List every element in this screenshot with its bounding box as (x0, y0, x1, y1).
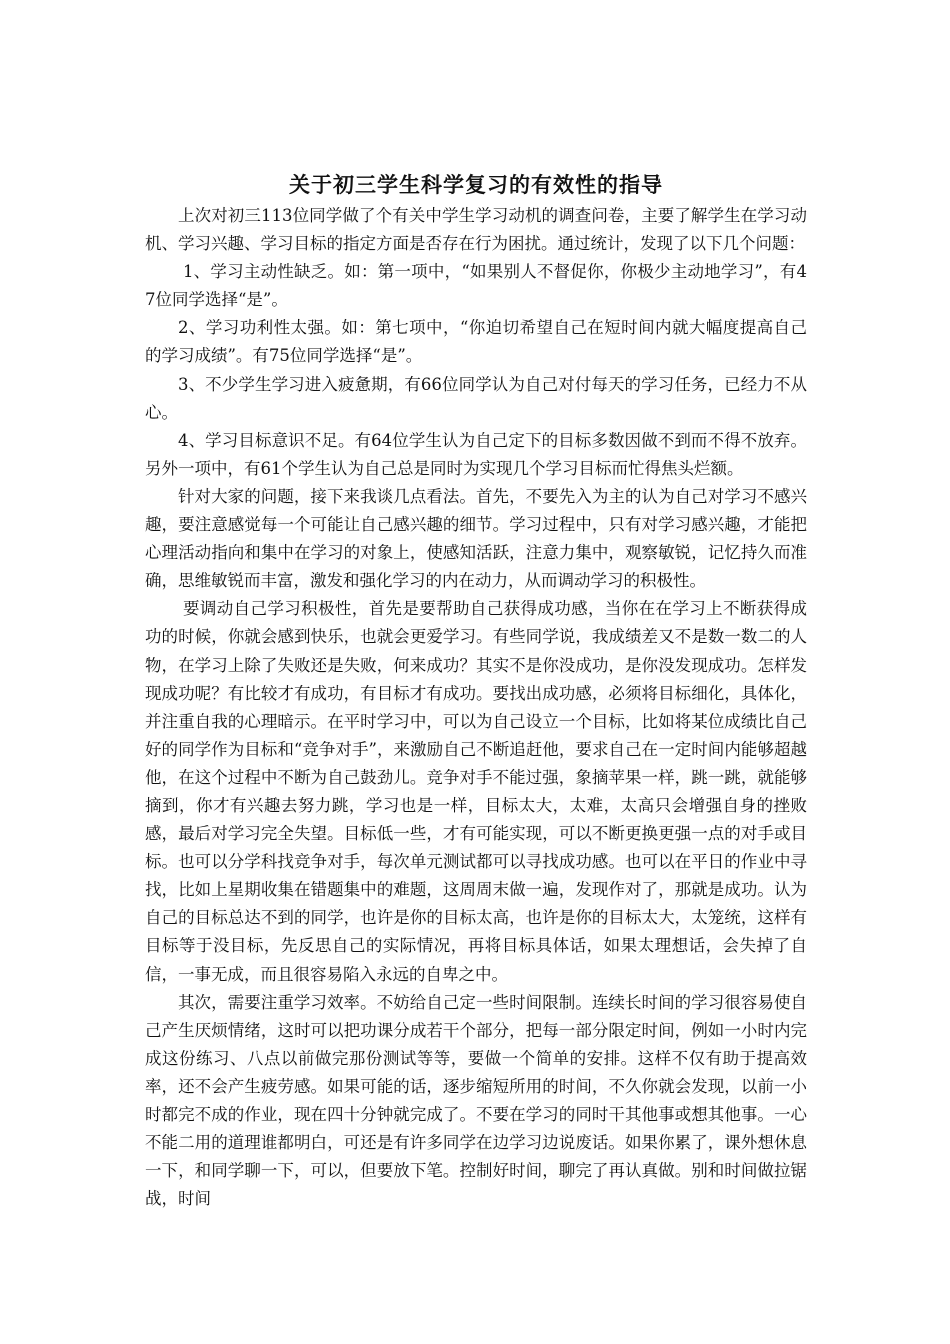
finding-paragraph-2: 2、学习功利性太强。如：第七项中，“你迫切希望自己在短时间内就大幅度提高自己的学习成绩”。有75位同学选择“是”。 (145, 318, 807, 366)
finding-paragraph-1: 1、学习主动性缺乏。如：第一项中，“如果别人不督促你，你极少主动地学习”，有47位同学选择“是”。 (145, 262, 807, 310)
document-body (145, 170, 807, 1213)
intro-paragraph: 上次对初三113位同学做了个有关中学生学习动机的调查问卷，主要了解学生在学习动机、学习兴趣、学习目标的指定方面是否存在行为困扰。通过统计，发现了以下几个问题： (145, 206, 807, 254)
finding-paragraph-4: 4、学习目标意识不足。有64位学生认为自己定下的目标多数因做不到而不得不放弃。另外一项中，有61个学生认为自己总是同时为实现几个学习目标而忙得焦头烂额。 (145, 430, 807, 478)
efficiency-paragraph: 其次，需要注重学习效率。不妨给自己定一些时间限制。连续长时间的学习很容易使自己产生厌烦情绪，这时可以把功课分成若干个部分，把每一部分限定时间，例如一小时内完成这份练习、八点以前做完那份测试等等，要做一个简单的安排。这样不仅有助于提高效率，还不会产生疲劳感。如果可能的话，逐步缩短所用的时间，不久你就会发现，以前一小时都完不成的作业，现在四十分钟就完成了。不要在学习的同时干其他事或想其他事。一心不能二用的道理谁都明白，可还是有许多同学在边学习边说废话。如果你累了，课外想休息一下，和同学聊一下，可以，但要放下笔。控制好时间，聊完了再认真做。别和时间做拉锯战，时间 (145, 992, 807, 1209)
interest-paragraph: 针对大家的问题，接下来我谈几点看法。首先，不要先入为主的认为自己对学习不感兴趣，要注意感觉每一个可能让自己感兴趣的细节。学习过程中，只有对学习感兴趣，才能把心理活动指向和集中在学习的对象上，使感知活跃，注意力集中，观察敏锐，记忆持久而准确，思维敏锐而丰富，激发和强化学习的内在动力，从而调动学习的积极性。 (145, 486, 807, 591)
document-title: 关于初三学生科学复习的有效性的指导 (289, 172, 663, 197)
success-paragraph: 要调动自己学习积极性，首先是要帮助自己获得成功感，当你在在学习上不断获得成功的时候，你就会感到快乐，也就会更爱学习。有些同学说，我成绩差又不是数一数二的人物，在学习上除了失败还是失败，何来成功？其实不是你没成功，是你没发现成功。怎样发现成功呢？有比较才有成功，有目标才有成功。要找出成功感，必须将目标细化，具体化，并注重自我的心理暗示。在平时学习中，可以为自己设立一个目标，比如将某位成绩比自己好的同学作为目标和“竞争对手”，来激励自己不断追赶他，要求自己在一定时间内能够超越他，在这个过程中不断为自己鼓劲儿。竞争对手不能过强，象摘苹果一样，跳一跳，就能够摘到，你才有兴趣去努力跳，学习也是一样，目标太大，太难，太高只会增强自身的挫败感，最后对学习完全失望。目标低一些，才有可能实现，可以不断更换更强一点的对手或目标。也可以分学科找竞争对手，每次单元测试都可以寻找成功感。也可以在平日的作业中寻找，比如上星期收集在错题集中的难题，这周周末做一遍，发现作对了，那就是成功。认为自己的目标总达不到的同学，也许是你的目标太高，也许是你的目标太大，太笼统，这样有目标等于没目标，先反思自己的实际情况，再将目标具体话，如果太理想话，会失掉了自信，一事无成，而且很容易陷入永远的自卑之中。 (145, 599, 807, 984)
finding-paragraph-3: 3、不少学生学习进入疲惫期，有66位同学认为自己对付每天的学习任务，已经力不从心。 (145, 374, 807, 422)
